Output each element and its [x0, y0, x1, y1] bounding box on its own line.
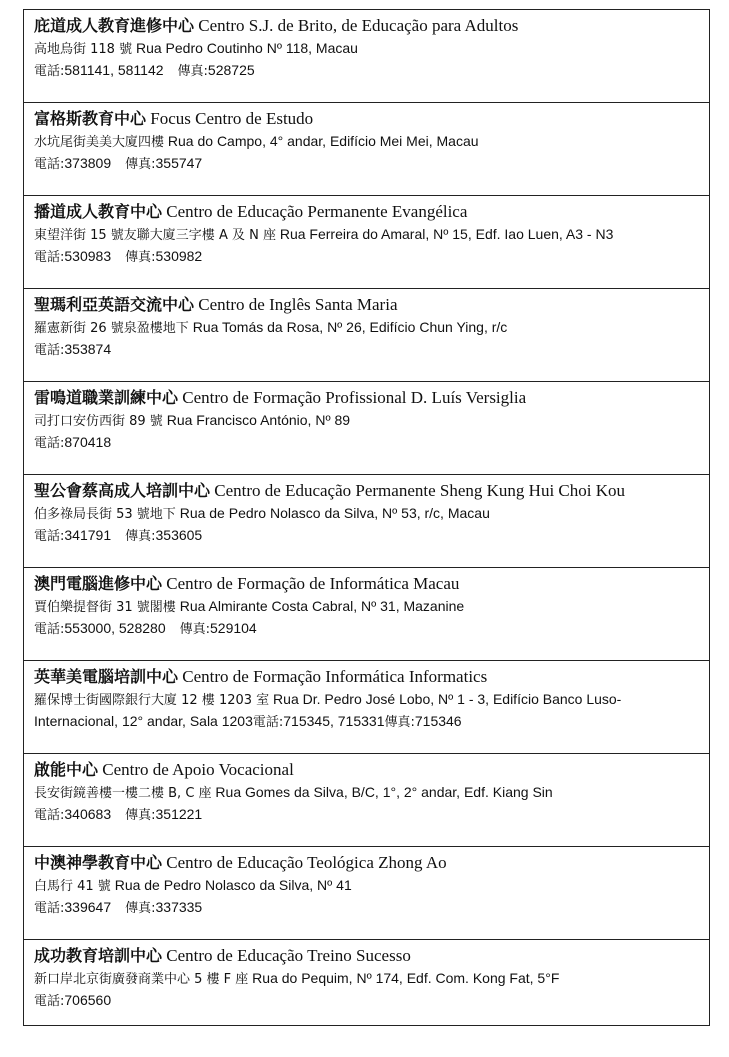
tel-label: 電話: — [34, 808, 65, 823]
entry-name-pt: Centro de Formação de Informática Macau — [166, 574, 460, 593]
entry-address-pt: Rua de Pedro Nolasco da Silva, Nº 41 — [114, 877, 352, 893]
entry-name-pt: Centro de Educação Treino Sucesso — [166, 946, 411, 965]
directory-table — [23, 9, 710, 1026]
entry-name-zh: 聖瑪利亞英語交流中心 — [34, 295, 195, 314]
fax-label: 傳真: — [179, 622, 210, 637]
entry-name-zh: 英華美電腦培訓中心 — [34, 667, 179, 686]
entry-address-zh: 水坑尾街美美大廈四樓 — [34, 135, 165, 150]
entry-name-pt: Centro de Inglês Santa Maria — [198, 295, 398, 314]
entry-name-pt: Centro S.J. de Brito, de Educação para Adultos — [198, 16, 519, 35]
entry-name-pt: Centro de Educação Teológica Zhong Ao — [166, 853, 447, 872]
entry-address-pt: Rua Pedro Coutinho Nº 118, Macau — [135, 40, 358, 56]
tel-label: 電話: — [34, 343, 65, 358]
entry-address-pt: Rua do Pequim, Nº 174, Edf. Com. Kong Fat, 5°F — [252, 970, 560, 986]
entry-name-zh: 富格斯教育中心 — [34, 109, 147, 128]
entry-address-zh: 長安街鏡善樓一樓二樓 B, C 座 — [34, 786, 212, 801]
fax-label: 傳真: — [125, 157, 156, 172]
fax-value: 351221 — [155, 806, 203, 822]
directory-entry — [24, 103, 709, 196]
fax-label: 傳真: — [125, 250, 156, 265]
entry-address-zh: 東望洋街 15 號友聯大廈三字樓 A 及 N 座 — [34, 228, 276, 243]
tel-value: 706560 — [64, 992, 112, 1008]
tel-label: 電話: — [34, 622, 65, 637]
entry-name-zh: 澳門電腦進修中心 — [34, 574, 163, 593]
tel-value: 373809 — [64, 155, 112, 171]
directory-entry — [24, 568, 709, 661]
tel-label: 電話: — [34, 436, 65, 451]
entry-address-zh: 白馬行 41 號 — [34, 879, 111, 894]
entry-name-pt: Centro de Formação Profissional D. Luís Versiglia — [182, 388, 527, 407]
entry-name-zh: 雷鳴道職業訓練中心 — [34, 388, 179, 407]
directory-entry — [24, 10, 709, 103]
fax-value: 530982 — [155, 248, 203, 264]
fax-value: 337335 — [155, 899, 203, 915]
entry-address-pt: Rua Tomás da Rosa, Nº 26, Edifício Chun Ying, r/c — [192, 319, 508, 335]
tel-value: 353874 — [64, 341, 112, 357]
entry-address-zh: 司打口安仿西街 89 號 — [34, 414, 163, 429]
entry-address-pt: Rua do Campo, 4° andar, Edifício Mei Mei, Macau — [167, 133, 479, 149]
directory-entry — [24, 475, 709, 568]
entry-address-pt: Rua Dr. Pedro José Lobo, Nº 1 - 3, Edifício Banco Luso-Internacional, 12° andar, Sala 1203 — [34, 691, 622, 729]
directory-entry — [24, 289, 709, 382]
tel-label: 電話: — [34, 901, 65, 916]
tel-value: 715345, 715331 — [283, 713, 385, 729]
entry-name-pt: Centro de Apoio Vocacional — [102, 760, 294, 779]
entry-address-pt: Rua Francisco António, Nº 89 — [166, 412, 351, 428]
tel-value: 340683 — [64, 806, 112, 822]
tel-value: 339647 — [64, 899, 112, 915]
entry-name-zh: 成功教育培訓中心 — [34, 946, 163, 965]
tel-value: 341791 — [64, 527, 112, 543]
directory-entry — [24, 382, 709, 475]
directory-entry — [24, 754, 709, 847]
tel-value: 581141, 581142 — [64, 62, 164, 78]
entry-address-zh: 羅保博士街國際銀行大廈 12 樓 1203 室 — [34, 693, 270, 708]
fax-value: 715346 — [414, 713, 462, 729]
entry-address-zh: 羅憲新街 26 號泉盈樓地下 — [34, 321, 189, 336]
tel-value: 870418 — [64, 434, 112, 450]
entry-name-zh: 播道成人教育中心 — [34, 202, 163, 221]
entry-name-zh: 中澳神學教育中心 — [34, 853, 163, 872]
tel-label: 電話: — [34, 64, 65, 79]
fax-value: 355747 — [155, 155, 203, 171]
tel-value: 530983 — [64, 248, 112, 264]
tel-label: 電話: — [34, 157, 65, 172]
entry-address-pt: Rua de Pedro Nolasco da Silva, Nº 53, r/c, Macau — [179, 505, 490, 521]
fax-value: 353605 — [155, 527, 203, 543]
entry-address-zh: 伯多祿局長街 53 號地下 — [34, 507, 176, 522]
entry-address-pt: Rua Ferreira do Amaral, Nº 15, Edf. Iao Luen, A3 - N3 — [279, 226, 614, 242]
fax-label: 傳真: — [384, 715, 415, 730]
entry-name-pt: Focus Centro de Estudo — [150, 109, 314, 128]
directory-entry — [24, 196, 709, 289]
entry-name-zh: 庇道成人教育進修中心 — [34, 16, 195, 35]
entry-address-zh: 新口岸北京街廣發商業中心 5 樓 F 座 — [34, 972, 249, 987]
entry-address-pt: Rua Almirante Costa Cabral, Nº 31, Mazanine — [179, 598, 465, 614]
entry-address-pt: Rua Gomes da Silva, B/C, 1°, 2° andar, Edf. Kiang Sin — [215, 784, 553, 800]
fax-label: 傳真: — [125, 808, 156, 823]
fax-label: 傳真: — [125, 901, 156, 916]
directory-entry — [24, 940, 709, 1025]
entry-name-pt: Centro de Educação Permanente Evangélica — [166, 202, 468, 221]
entry-address-zh: 賈伯樂提督街 31 號閣樓 — [34, 600, 176, 615]
fax-value: 528725 — [207, 62, 255, 78]
directory-entry — [24, 661, 709, 754]
fax-label: 傳真: — [125, 529, 156, 544]
tel-label: 電話: — [34, 994, 65, 1009]
entry-name-zh: 啟能中心 — [34, 760, 99, 779]
fax-value: 529104 — [210, 620, 257, 636]
entry-name-pt: Centro de Educação Permanente Sheng Kung Hui Choi Kou — [214, 481, 626, 500]
tel-value: 553000, 528280 — [64, 620, 166, 636]
entry-address-zh: 高地烏街 118 號 — [34, 42, 133, 57]
tel-label: 電話: — [34, 529, 65, 544]
fax-label: 傳真: — [177, 64, 208, 79]
tel-label: 電話: — [252, 715, 284, 730]
tel-label: 電話: — [34, 250, 65, 265]
directory-entry — [24, 847, 709, 940]
entry-name-pt: Centro de Formação Informática Informatics — [182, 667, 488, 686]
entry-name-zh: 聖公會蔡高成人培訓中心 — [34, 481, 211, 500]
